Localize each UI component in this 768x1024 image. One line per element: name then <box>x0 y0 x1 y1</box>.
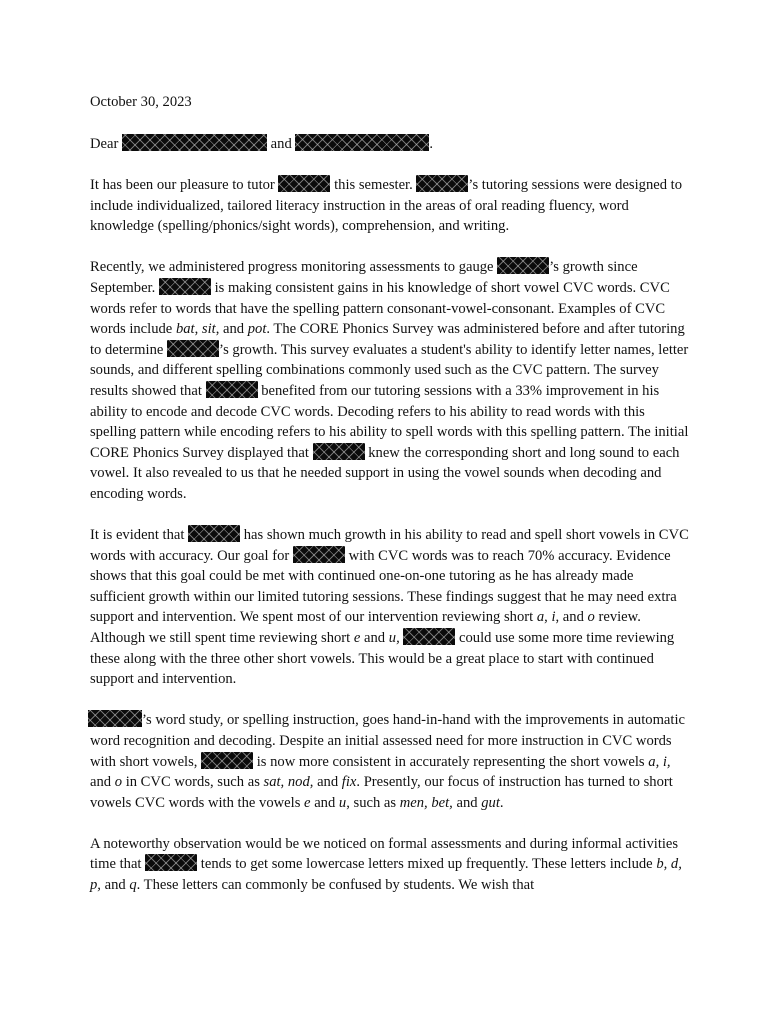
vowel: e <box>353 630 361 647</box>
p3-text-a: It is evident that <box>90 527 185 544</box>
p2-text-e: ’s growth. This survey evaluates a student's ability to identify letter names, letter sounds, and different spelling combinations commonly used such as the CVC pattern. The survey results showed that <box>90 341 689 400</box>
p2-ex-and: , and <box>215 321 245 338</box>
p5-text-a: A noteworthy observation would be we noticed on formal assessments and during informal activities time that <box>90 835 679 873</box>
p2-text-a: Recently, we administered progress monitoring assessments to gauge <box>90 259 494 276</box>
example-word: fix <box>341 774 357 791</box>
redaction-box <box>295 134 429 151</box>
vowel: e <box>304 794 311 811</box>
p4-and: and <box>314 794 336 811</box>
p5-text-b: tends to get some lowercase letters mixed up frequently. These letters include <box>200 856 653 873</box>
paragraph-5 <box>90 834 690 896</box>
p4-and: and <box>456 794 478 811</box>
redaction-box <box>201 752 253 769</box>
p2-text-b: ’s growth since September. <box>90 259 638 297</box>
p1-text-c: ’s tutoring sessions were designed to include individualized, tailored literacy instruction in the areas of oral reading fluency, word knowledge (spelling/phonics/sight words), comprehension, and writing. <box>90 177 683 235</box>
p3-text-b: has shown much growth in his ability to read and spell short vowels in CVC words with accuracy. Our goal for <box>90 527 689 564</box>
p3-v-and: , and <box>555 609 584 626</box>
p4-text-b: is now more consistent in accurately representing the short vowels <box>256 753 645 770</box>
redaction-box <box>293 546 345 563</box>
p4-and: and <box>90 774 112 791</box>
p3-text-d: review. Although we still spent time reviewing short <box>90 609 641 647</box>
p3-text-e: could use some more time reviewing these along with the three other short vowels. This would be a great place to start with continued support and intervention. <box>90 630 675 688</box>
paragraph-3: It is evident that has shown much growth in his ability to read and spell short vowels in CVC words with accuracy. Our goal for with CVC words was to reach 70% accuracy. Evidence shows that this goal could be met with continued one-on-one tutoring as he has already made sufficient growth within our limited tutoring sessions. These findings suggest that he may need extra support and intervention. We spent most of our intervention reviewing short a, i, and o review. Although we still spent time reviewing short e and u, could use some more time reviewing these along with the three other short vowels. This would be a great place to start with continued support and intervention. <box>90 527 689 688</box>
salutation-and: and <box>270 135 292 152</box>
redaction-box <box>497 257 549 274</box>
letter-list: b, d, p, <box>90 856 682 893</box>
letter-date: October 30, 2023 <box>90 94 192 110</box>
vowel: a <box>536 609 545 626</box>
salutation-end: . <box>429 135 434 152</box>
p4-text-d: . Presently, our focus of instruction has turned to short vowels CVC words with the vowels <box>90 774 673 811</box>
p5-text-c: . These letters can commonly be confused by students. We wish that <box>136 877 535 893</box>
p4-text-e: , such as <box>346 794 397 811</box>
paragraph-2: Recently, we administered progress monitoring assessments to gauge ’s growth since September. is making consistent gains in his knowledge of short vowel CVC words. CVC words refer to words that have the spelling pattern consonant-vowel-consonant. Examples of CVC words include bat, sit, and pot. The CORE Phonics Survey was administered before and after tutoring to determine ’s growth. This survey evaluates a student's ability to identify letter names, letter sounds, and different spelling combinations commonly used such as the CVC pattern. The survey results showed that benefited from our tutoring sessions with a 33% improvement in his ability to encode and decode CVC words. Decoding refers to his ability to read words with this spelling pattern while encoding refers to his ability to spell words with this spelling pattern. The initial CORE Phonics Survey displayed that knew the corresponding short and long sound to each vowel. It also revealed to us that he needed support in using the vowel sounds when decoding and encoding words. <box>90 259 689 502</box>
example-word: men, bet, <box>399 794 453 811</box>
paragraph-1 <box>90 175 690 237</box>
p1-text-a: It has been our pleasure to tutor <box>90 177 275 194</box>
redaction-box <box>145 854 197 871</box>
p2-text-c: is making consistent gains in his knowledge of short vowel CVC words. CVC words refer to words that have the spelling pattern consonant-vowel-consonant. Examples of CVC words include <box>90 280 670 338</box>
p5-and: and <box>104 877 126 893</box>
redaction-box <box>206 381 258 398</box>
p4-text-f: . <box>499 794 504 811</box>
p2-text-g: knew the corresponding short and long sound to each vowel. It also revealed to us that he needed support in using the vowel sounds when decoding and encoding words. <box>90 444 680 502</box>
p4-text-a: ’s word study, or spelling instruction, goes hand-in-hand with the improvements in automatic word recognition and decoding. Despite an initial assessed need for more instruction in CVC words with short vowels, <box>90 712 685 770</box>
p3-and: and <box>364 630 386 647</box>
redaction-box <box>188 525 240 542</box>
redaction-box <box>122 134 267 151</box>
redaction-box <box>403 628 455 645</box>
letter-list: q <box>129 877 137 893</box>
redaction-box <box>159 278 211 295</box>
p4-text-c: in CVC words, such as <box>125 774 260 791</box>
vowel: i <box>551 609 556 626</box>
example-word: sit <box>201 321 216 338</box>
example-word: bat <box>175 321 195 338</box>
salutation-dear: Dear <box>90 135 119 152</box>
redaction-box <box>313 443 365 460</box>
vowel: a, i, <box>648 753 671 770</box>
redaction-box <box>278 175 330 192</box>
redaction-box <box>88 710 142 727</box>
vowel: u <box>338 794 347 811</box>
example-word: pot <box>247 321 267 338</box>
redaction-box <box>167 340 219 357</box>
vowel: u, <box>388 630 400 647</box>
example-word: sat, nod, <box>263 774 314 791</box>
letter-body <box>90 92 690 916</box>
p4-and: and <box>317 774 339 791</box>
redaction-box <box>416 175 468 192</box>
vowel: o <box>114 774 123 791</box>
vowel: o <box>587 609 595 626</box>
p2-text-d: . The CORE Phonics Survey was administered before and after tutoring to determine <box>90 321 685 358</box>
p2-text-f: benefited from our tutoring sessions with a 33% improvement in his ability to encode and decode CVC words. Decoding refers to his ability to read words with this spelling pattern while encoding refers to his ability to spell words with this spelling pattern. The initial CORE Phonics Survey displayed that <box>90 383 689 461</box>
example-word: gut <box>481 794 500 811</box>
salutation <box>90 134 690 155</box>
paragraph-4 <box>90 710 690 813</box>
p1-text-b: this semester. <box>334 177 413 194</box>
p3-text-c: with CVC words was to reach 70% accuracy. Evidence shows that this goal could be met with continued one-on-one tutoring as he has already made sufficient growth within our limited tutoring sessions. These findings suggest that he may need extra support and intervention. We spent most of our intervention reviewing short <box>90 547 677 626</box>
